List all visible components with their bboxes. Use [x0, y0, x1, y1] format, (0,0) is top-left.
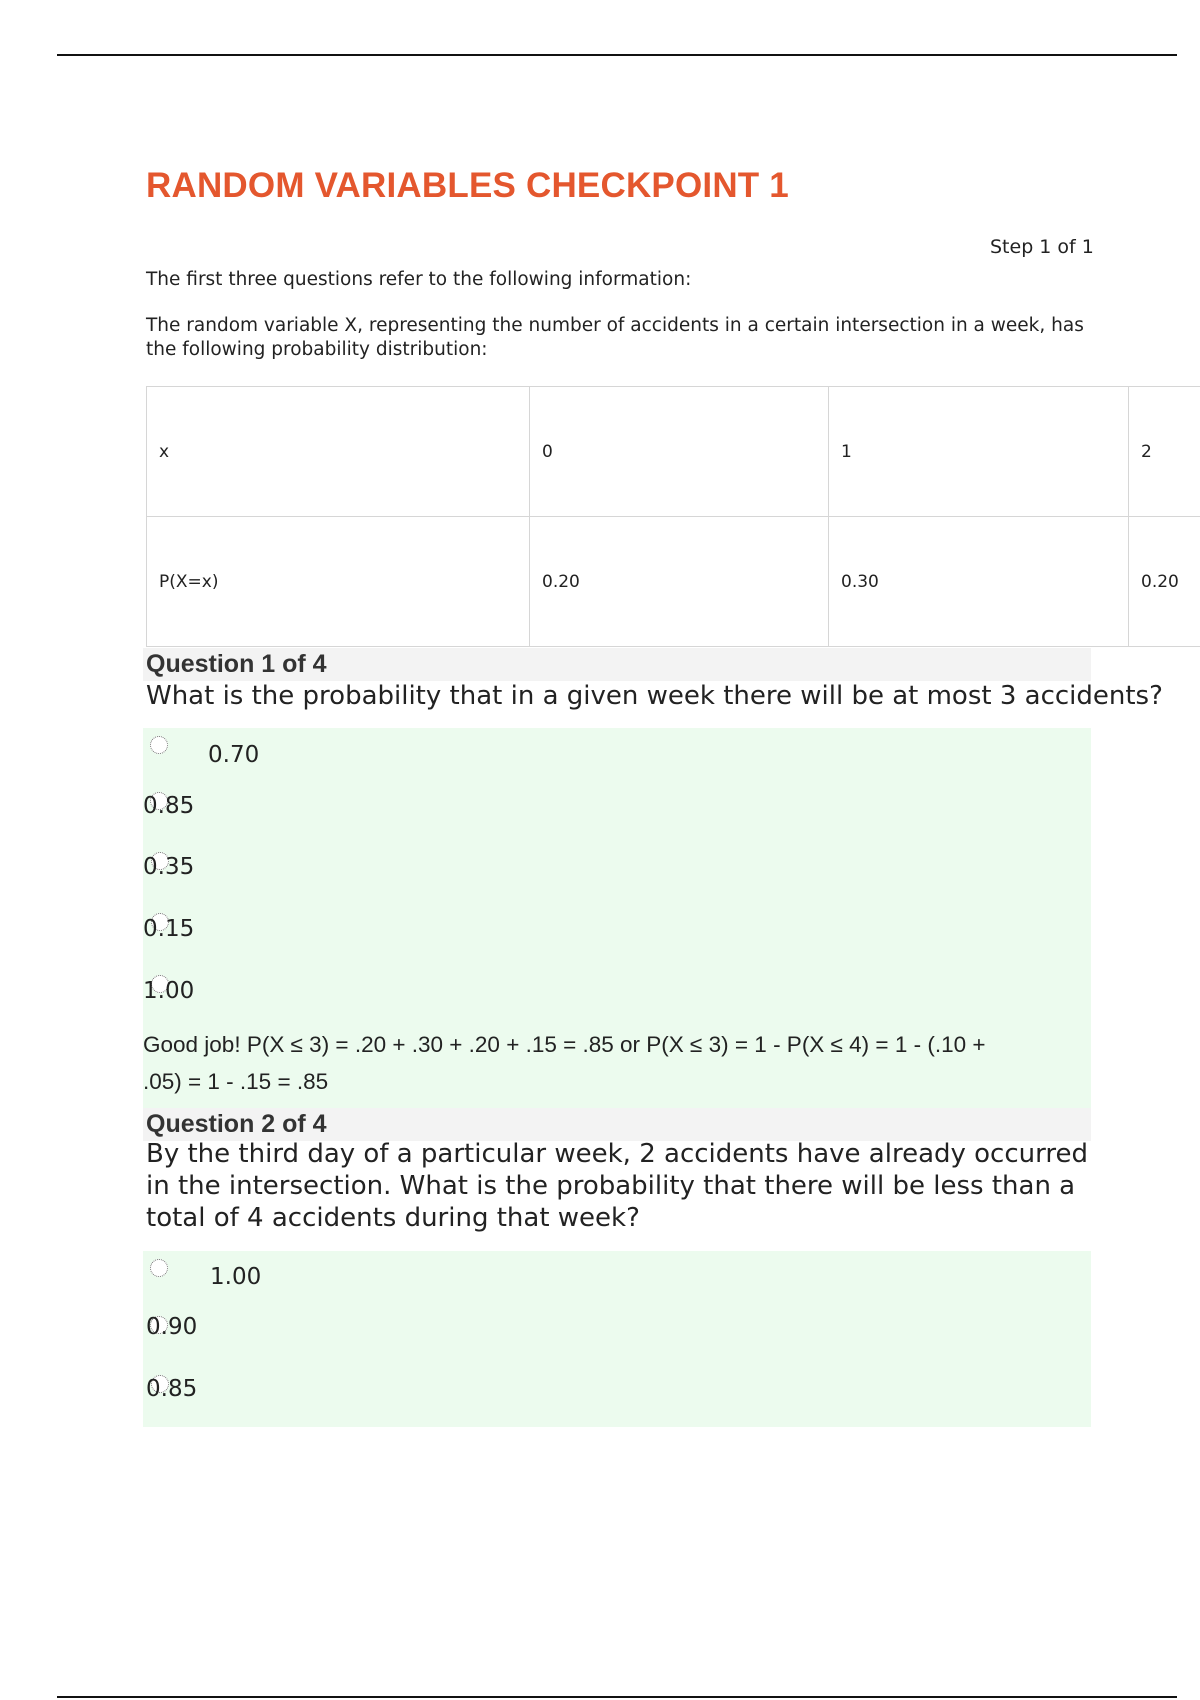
- table-row: [147, 517, 1200, 647]
- question-2-answers: [143, 1251, 1091, 1427]
- question-2-header: Question 2 of 4: [143, 1108, 1091, 1141]
- question-1-feedback: Good job! P(X ≤ 3) = .20 + .30 + .20 + .15 = .85 or P(X ≤ 3) = 1 - P(X ≤ 4) = 1 - (.10 + .05) = 1 - .15 = .85: [143, 1032, 986, 1094]
- option-label[interactable]: 0.85: [146, 1376, 198, 1402]
- table-cell: x: [147, 387, 530, 517]
- table-cell: 1: [829, 387, 1129, 517]
- option-label[interactable]: 0.35: [143, 854, 195, 880]
- question-1-header: Question 1 of 4: [143, 648, 1091, 681]
- option-label[interactable]: 0.90: [146, 1314, 198, 1340]
- table-cell: 0: [530, 387, 829, 517]
- option-label[interactable]: 0.70: [208, 742, 260, 768]
- table-cell: 0.20: [530, 517, 829, 647]
- step-indicator: Step 1 of 1: [990, 236, 1094, 258]
- table-cell: 0.30: [829, 517, 1129, 647]
- table-cell: 0.20: [1129, 517, 1200, 647]
- probability-distribution-table: [146, 386, 1200, 647]
- radio-option-1[interactable]: [150, 736, 168, 754]
- intro-text: The first three questions refer to the following information:: [146, 269, 692, 290]
- question-2-text: By the third day of a particular week, 2 accidents have already occurred in the intersection. What is the probability that there will be less than a total of 4 accidents during that week?: [146, 1139, 1088, 1233]
- option-label[interactable]: 0.85: [143, 793, 195, 819]
- table-cell: 2: [1129, 387, 1200, 517]
- question-1-text: What is the probability that in a given week there will be at most 3 accidents?: [146, 681, 1163, 711]
- option-label[interactable]: 1.00: [210, 1264, 262, 1290]
- table-cell: P(X=x): [147, 517, 530, 647]
- table-row: [147, 387, 1200, 517]
- radio-option-1[interactable]: [150, 1259, 168, 1277]
- bottom-rule: [57, 1696, 1177, 1698]
- distribution-description: The random variable X, representing the number of accidents in a certain intersection in a week, has the following probability distribution:: [146, 315, 1084, 360]
- option-label[interactable]: 1.00: [143, 978, 195, 1004]
- top-rule: [57, 54, 1177, 56]
- page-title: RANDOM VARIABLES CHECKPOINT 1: [146, 166, 789, 205]
- option-label[interactable]: 0.15: [143, 916, 195, 942]
